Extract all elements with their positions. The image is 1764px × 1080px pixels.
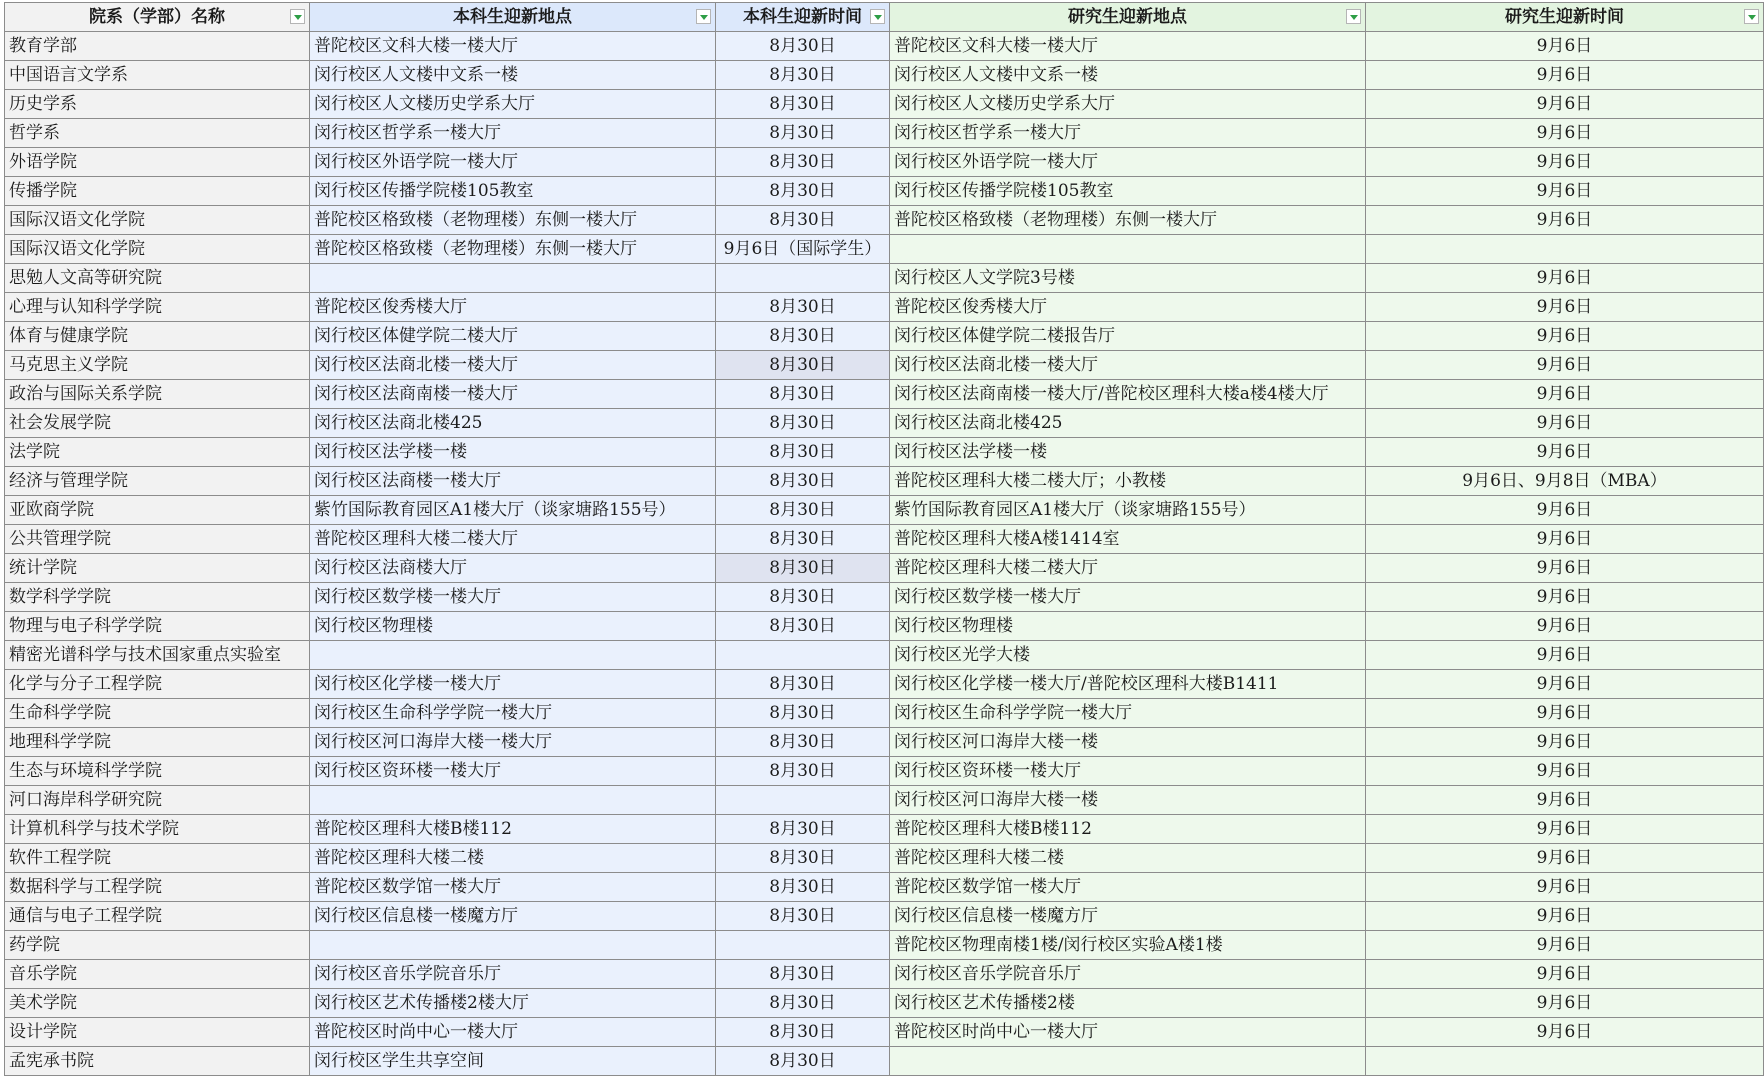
cell-gr-location[interactable]: 闵行校区人文楼历史学系大厅 — [890, 90, 1366, 119]
cell-ug-time[interactable]: 8月30日 — [716, 844, 890, 873]
header-gr-location-label: 研究生迎新地点 — [1068, 7, 1187, 27]
cell-ug-location[interactable]: 闵行校区法商楼大厅 — [310, 554, 716, 583]
cell-ug-location[interactable]: 闵行校区数学楼一楼大厅 — [310, 583, 716, 612]
cell-ug-time[interactable]: 8月30日 — [716, 119, 890, 148]
cell-dept[interactable]: 化学与分子工程学院 — [5, 670, 310, 699]
table-row — [5, 177, 1764, 206]
table-row — [5, 119, 1764, 148]
cell-gr-time[interactable]: 9月6日 — [1366, 815, 1764, 844]
cell-ug-time[interactable] — [716, 641, 890, 670]
cell-gr-location[interactable]: 闵行校区音乐学院音乐厅 — [890, 960, 1366, 989]
cell-dept[interactable]: 统计学院 — [5, 554, 310, 583]
cell-dept[interactable]: 公共管理学院 — [5, 525, 310, 554]
cell-gr-time[interactable]: 9月6日 — [1366, 264, 1764, 293]
cell-ug-location[interactable]: 普陀校区格致楼（老物理楼）东侧一楼大厅 — [310, 235, 716, 264]
cell-gr-location[interactable]: 闵行校区人文学院3号楼 — [890, 264, 1366, 293]
table-row — [5, 90, 1764, 119]
cell-gr-location[interactable]: 闵行校区法商北楼一楼大厅 — [890, 351, 1366, 380]
table-row — [5, 235, 1764, 264]
cell-gr-time[interactable]: 9月6日 — [1366, 583, 1764, 612]
cell-dept[interactable]: 通信与电子工程学院 — [5, 902, 310, 931]
table-row — [5, 873, 1764, 902]
cell-gr-location[interactable]: 普陀校区时尚中心一楼大厅 — [890, 1018, 1366, 1047]
cell-gr-time[interactable]: 9月6日 — [1366, 670, 1764, 699]
cell-ug-location[interactable]: 闵行校区河口海岸大楼一楼大厅 — [310, 728, 716, 757]
cell-gr-location[interactable]: 闵行校区化学楼一楼大厅/普陀校区理科大楼B1411 — [890, 670, 1366, 699]
cell-gr-location[interactable]: 闵行校区信息楼一楼魔方厅 — [890, 902, 1366, 931]
header-ug-time-label: 本科生迎新时间 — [743, 7, 862, 27]
cell-dept[interactable]: 外语学院 — [5, 148, 310, 177]
cell-ug-location[interactable]: 闵行校区法学楼一楼 — [310, 438, 716, 467]
cell-dept[interactable]: 传播学院 — [5, 177, 310, 206]
cell-dept[interactable]: 孟宪承书院 — [5, 1047, 310, 1076]
cell-ug-location[interactable]: 闵行校区生命科学学院一楼大厅 — [310, 699, 716, 728]
cell-gr-location[interactable]: 闵行校区法学楼一楼 — [890, 438, 1366, 467]
table-row — [5, 786, 1764, 815]
cell-gr-location[interactable]: 普陀校区理科大楼A楼1414室 — [890, 525, 1366, 554]
cell-gr-time[interactable]: 9月6日 — [1366, 148, 1764, 177]
cell-dept[interactable]: 软件工程学院 — [5, 844, 310, 873]
cell-dept[interactable]: 亚欧商学院 — [5, 496, 310, 525]
cell-ug-location[interactable]: 闵行校区资环楼一楼大厅 — [310, 757, 716, 786]
cell-ug-location[interactable]: 普陀校区时尚中心一楼大厅 — [310, 1018, 716, 1047]
cell-gr-time[interactable]: 9月6日 — [1366, 177, 1764, 206]
cell-dept[interactable]: 政治与国际关系学院 — [5, 380, 310, 409]
table-row — [5, 525, 1764, 554]
cell-gr-location[interactable]: 闵行校区光学大楼 — [890, 641, 1366, 670]
cell-gr-time[interactable]: 9月6日 — [1366, 409, 1764, 438]
cell-dept[interactable]: 美术学院 — [5, 989, 310, 1018]
table-row — [5, 989, 1764, 1018]
cell-gr-time[interactable]: 9月6日 — [1366, 612, 1764, 641]
cell-ug-time[interactable]: 8月30日 — [716, 989, 890, 1018]
cell-gr-location[interactable]: 紫竹国际教育园区A1楼大厅（谈家塘路155号） — [890, 496, 1366, 525]
cell-dept[interactable]: 药学院 — [5, 931, 310, 960]
cell-gr-time[interactable]: 9月6日 — [1366, 119, 1764, 148]
cell-gr-location[interactable]: 闵行校区人文楼中文系一楼 — [890, 61, 1366, 90]
table-row — [5, 264, 1764, 293]
filter-dropdown-icon[interactable] — [870, 9, 885, 24]
header-dept-label: 院系（学部）名称 — [89, 7, 225, 27]
cell-gr-location[interactable]: 闵行校区物理楼 — [890, 612, 1366, 641]
cell-ug-time[interactable]: 8月30日 — [716, 177, 890, 206]
cell-ug-location[interactable]: 普陀校区俊秀楼大厅 — [310, 293, 716, 322]
cell-gr-time[interactable]: 9月6日 — [1366, 1018, 1764, 1047]
cell-ug-location[interactable]: 普陀校区理科大楼B楼112 — [310, 815, 716, 844]
cell-dept[interactable]: 数据科学与工程学院 — [5, 873, 310, 902]
cell-ug-time[interactable]: 8月30日 — [716, 351, 890, 380]
cell-ug-location[interactable]: 闵行校区学生共享空间 — [310, 1047, 716, 1076]
cell-ug-location[interactable]: 闵行校区艺术传播楼2楼大厅 — [310, 989, 716, 1018]
table-row — [5, 757, 1764, 786]
cell-dept[interactable]: 哲学系 — [5, 119, 310, 148]
cell-gr-time[interactable]: 9月6日 — [1366, 873, 1764, 902]
filter-dropdown-icon[interactable] — [1346, 9, 1361, 24]
cell-ug-location[interactable]: 普陀校区理科大楼二楼大厅 — [310, 525, 716, 554]
table-row — [5, 931, 1764, 960]
cell-dept[interactable]: 体育与健康学院 — [5, 322, 310, 351]
table-row — [5, 1047, 1764, 1076]
cell-ug-location[interactable]: 闵行校区人文楼中文系一楼 — [310, 61, 716, 90]
table-row — [5, 380, 1764, 409]
cell-ug-time[interactable]: 8月30日 — [716, 554, 890, 583]
cell-dept[interactable]: 马克思主义学院 — [5, 351, 310, 380]
header-ug-location[interactable] — [310, 3, 716, 32]
cell-ug-time[interactable]: 8月30日 — [716, 960, 890, 989]
cell-gr-location[interactable] — [890, 1047, 1366, 1076]
cell-ug-location[interactable] — [310, 931, 716, 960]
cell-dept[interactable]: 音乐学院 — [5, 960, 310, 989]
cell-gr-location[interactable]: 普陀校区理科大楼B楼112 — [890, 815, 1366, 844]
cell-gr-location[interactable]: 闵行校区传播学院楼105教室 — [890, 177, 1366, 206]
orientation-table — [4, 2, 1764, 1076]
table-row — [5, 583, 1764, 612]
cell-gr-location[interactable]: 闵行校区法商南楼一楼大厅/普陀校区理科大楼a楼4楼大厅 — [890, 380, 1366, 409]
cell-ug-time[interactable]: 8月30日 — [716, 467, 890, 496]
cell-ug-location[interactable]: 普陀校区文科大楼一楼大厅 — [310, 32, 716, 61]
cell-gr-location[interactable]: 普陀校区理科大楼二楼大厅 — [890, 554, 1366, 583]
table-row — [5, 351, 1764, 380]
header-gr-time-label: 研究生迎新时间 — [1505, 7, 1624, 27]
table-row — [5, 438, 1764, 467]
cell-dept[interactable]: 思勉人文高等研究院 — [5, 264, 310, 293]
cell-gr-time[interactable]: 9月6日 — [1366, 496, 1764, 525]
table-row — [5, 844, 1764, 873]
table-row — [5, 612, 1764, 641]
cell-gr-time[interactable]: 9月6日 — [1366, 61, 1764, 90]
cell-ug-time[interactable]: 8月30日 — [716, 409, 890, 438]
cell-ug-time[interactable]: 8月30日 — [716, 757, 890, 786]
table-row — [5, 641, 1764, 670]
cell-gr-time[interactable]: 9月6日 — [1366, 960, 1764, 989]
cell-ug-location[interactable]: 闵行校区音乐学院音乐厅 — [310, 960, 716, 989]
cell-ug-time[interactable] — [716, 931, 890, 960]
table-body — [5, 32, 1764, 1076]
cell-ug-time[interactable]: 8月30日 — [716, 815, 890, 844]
cell-gr-time[interactable]: 9月6日 — [1366, 206, 1764, 235]
cell-gr-time[interactable]: 9月6日 — [1366, 989, 1764, 1018]
cell-ug-time[interactable]: 8月30日 — [716, 902, 890, 931]
table-row — [5, 206, 1764, 235]
cell-ug-location[interactable]: 闵行校区人文楼历史学系大厅 — [310, 90, 716, 119]
cell-dept[interactable]: 国际汉语文化学院 — [5, 235, 310, 264]
cell-gr-location[interactable]: 闵行校区法商北楼425 — [890, 409, 1366, 438]
table-row — [5, 554, 1764, 583]
cell-ug-location[interactable]: 闵行校区体健学院二楼大厅 — [310, 322, 716, 351]
header-gr-location[interactable] — [890, 3, 1366, 32]
table-row — [5, 148, 1764, 177]
cell-dept[interactable]: 历史学系 — [5, 90, 310, 119]
cell-dept[interactable]: 教育学部 — [5, 32, 310, 61]
cell-ug-location[interactable]: 闵行校区法商北楼一楼大厅 — [310, 351, 716, 380]
filter-dropdown-icon[interactable] — [1744, 9, 1759, 24]
cell-dept[interactable]: 地理科学学院 — [5, 728, 310, 757]
cell-dept[interactable]: 心理与认知科学学院 — [5, 293, 310, 322]
cell-gr-time[interactable]: 9月6日 — [1366, 902, 1764, 931]
cell-dept[interactable]: 生态与环境科学学院 — [5, 757, 310, 786]
table-row — [5, 467, 1764, 496]
cell-gr-time[interactable]: 9月6日 — [1366, 931, 1764, 960]
table-row — [5, 699, 1764, 728]
cell-gr-location[interactable]: 普陀校区理科大楼二楼 — [890, 844, 1366, 873]
header-row — [5, 3, 1764, 32]
table-row — [5, 409, 1764, 438]
cell-dept[interactable]: 设计学院 — [5, 1018, 310, 1047]
cell-ug-time[interactable]: 8月30日 — [716, 32, 890, 61]
table-row — [5, 1018, 1764, 1047]
cell-gr-time[interactable]: 9月6日、9月8日（MBA） — [1366, 467, 1764, 496]
cell-ug-location[interactable]: 闵行校区法商楼一楼大厅 — [310, 467, 716, 496]
cell-ug-time[interactable]: 8月30日 — [716, 1018, 890, 1047]
cell-ug-time[interactable]: 8月30日 — [716, 90, 890, 119]
cell-ug-location[interactable]: 紫竹国际教育园区A1楼大厅（谈家塘路155号） — [310, 496, 716, 525]
table-row — [5, 902, 1764, 931]
cell-ug-location[interactable]: 闵行校区哲学系一楼大厅 — [310, 119, 716, 148]
filter-dropdown-icon[interactable] — [290, 9, 305, 24]
cell-ug-location[interactable]: 普陀校区格致楼（老物理楼）东侧一楼大厅 — [310, 206, 716, 235]
cell-ug-location[interactable]: 闵行校区化学楼一楼大厅 — [310, 670, 716, 699]
cell-ug-time[interactable]: 8月30日 — [716, 699, 890, 728]
cell-gr-time[interactable]: 9月6日 — [1366, 293, 1764, 322]
cell-dept[interactable]: 生命科学学院 — [5, 699, 310, 728]
cell-gr-location[interactable]: 普陀校区文科大楼一楼大厅 — [890, 32, 1366, 61]
cell-ug-time[interactable]: 8月30日 — [716, 728, 890, 757]
cell-gr-time[interactable]: 9月6日 — [1366, 525, 1764, 554]
cell-ug-time[interactable]: 8月30日 — [716, 61, 890, 90]
cell-gr-location[interactable]: 闵行校区河口海岸大楼一楼 — [890, 728, 1366, 757]
table-row — [5, 322, 1764, 351]
cell-dept[interactable]: 法学院 — [5, 438, 310, 467]
header-dept[interactable] — [5, 3, 310, 32]
cell-dept[interactable]: 数学科学学院 — [5, 583, 310, 612]
cell-ug-time[interactable]: 8月30日 — [716, 496, 890, 525]
cell-ug-time[interactable]: 8月30日 — [716, 583, 890, 612]
cell-dept[interactable]: 精密光谱科学与技术国家重点实验室 — [5, 641, 310, 670]
cell-ug-location[interactable]: 闵行校区法商北楼425 — [310, 409, 716, 438]
header-ug-time[interactable] — [716, 3, 890, 32]
cell-ug-location[interactable]: 闵行校区传播学院楼105教室 — [310, 177, 716, 206]
cell-ug-time[interactable]: 8月30日 — [716, 293, 890, 322]
cell-gr-time[interactable]: 9月6日 — [1366, 786, 1764, 815]
cell-dept[interactable]: 经济与管理学院 — [5, 467, 310, 496]
cell-gr-location[interactable]: 闵行校区艺术传播楼2楼 — [890, 989, 1366, 1018]
cell-ug-time[interactable]: 8月30日 — [716, 1047, 890, 1076]
table-row — [5, 61, 1764, 90]
cell-gr-location[interactable]: 普陀校区格致楼（老物理楼）东侧一楼大厅 — [890, 206, 1366, 235]
cell-gr-location[interactable]: 闵行校区生命科学学院一楼大厅 — [890, 699, 1366, 728]
cell-ug-time[interactable]: 8月30日 — [716, 873, 890, 902]
cell-dept[interactable]: 国际汉语文化学院 — [5, 206, 310, 235]
cell-ug-time[interactable]: 8月30日 — [716, 525, 890, 554]
cell-ug-time[interactable]: 8月30日 — [716, 206, 890, 235]
cell-ug-time[interactable]: 8月30日 — [716, 612, 890, 641]
cell-gr-time[interactable]: 9月6日 — [1366, 844, 1764, 873]
cell-gr-location[interactable]: 闵行校区资环楼一楼大厅 — [890, 757, 1366, 786]
cell-ug-time[interactable]: 8月30日 — [716, 438, 890, 467]
header-gr-time[interactable] — [1366, 3, 1764, 32]
cell-gr-location[interactable]: 普陀校区数学馆一楼大厅 — [890, 873, 1366, 902]
cell-gr-time[interactable]: 9月6日 — [1366, 641, 1764, 670]
cell-gr-location[interactable]: 闵行校区外语学院一楼大厅 — [890, 148, 1366, 177]
cell-ug-time[interactable]: 9月6日（国际学生） — [716, 235, 890, 264]
cell-gr-time[interactable]: 9月6日 — [1366, 699, 1764, 728]
cell-ug-location[interactable]: 闵行校区信息楼一楼魔方厅 — [310, 902, 716, 931]
cell-ug-location[interactable]: 普陀校区理科大楼二楼 — [310, 844, 716, 873]
table-row — [5, 496, 1764, 525]
cell-gr-time[interactable]: 9月6日 — [1366, 351, 1764, 380]
cell-dept[interactable]: 社会发展学院 — [5, 409, 310, 438]
header-ug-location-label: 本科生迎新地点 — [453, 7, 572, 27]
cell-gr-time[interactable] — [1366, 1047, 1764, 1076]
table-row — [5, 293, 1764, 322]
cell-gr-location[interactable]: 普陀校区理科大楼二楼大厅；小教楼 — [890, 467, 1366, 496]
table-row — [5, 728, 1764, 757]
cell-gr-time[interactable]: 9月6日 — [1366, 90, 1764, 119]
cell-ug-location[interactable] — [310, 641, 716, 670]
cell-gr-time[interactable]: 9月6日 — [1366, 757, 1764, 786]
cell-ug-time[interactable]: 8月30日 — [716, 380, 890, 409]
cell-gr-location[interactable]: 普陀校区物理南楼1楼/闵行校区实验A楼1楼 — [890, 931, 1366, 960]
filter-dropdown-icon[interactable] — [696, 9, 711, 24]
cell-ug-location[interactable] — [310, 786, 716, 815]
cell-ug-time[interactable]: 8月30日 — [716, 148, 890, 177]
table-row — [5, 960, 1764, 989]
cell-ug-location[interactable]: 普陀校区数学馆一楼大厅 — [310, 873, 716, 902]
cell-ug-time[interactable] — [716, 264, 890, 293]
cell-gr-time[interactable]: 9月6日 — [1366, 554, 1764, 583]
cell-ug-location[interactable]: 闵行校区物理楼 — [310, 612, 716, 641]
cell-gr-location[interactable]: 闵行校区哲学系一楼大厅 — [890, 119, 1366, 148]
cell-dept[interactable]: 河口海岸科学研究院 — [5, 786, 310, 815]
table-row — [5, 815, 1764, 844]
cell-gr-time[interactable]: 9月6日 — [1366, 322, 1764, 351]
table-row — [5, 32, 1764, 61]
cell-ug-location[interactable]: 闵行校区外语学院一楼大厅 — [310, 148, 716, 177]
cell-gr-time[interactable]: 9月6日 — [1366, 728, 1764, 757]
table-row — [5, 670, 1764, 699]
cell-gr-location[interactable]: 普陀校区俊秀楼大厅 — [890, 293, 1366, 322]
cell-gr-location[interactable]: 闵行校区数学楼一楼大厅 — [890, 583, 1366, 612]
cell-ug-time[interactable] — [716, 786, 890, 815]
cell-dept[interactable]: 物理与电子科学学院 — [5, 612, 310, 641]
cell-gr-time[interactable]: 9月6日 — [1366, 380, 1764, 409]
cell-gr-time[interactable]: 9月6日 — [1366, 438, 1764, 467]
cell-gr-location[interactable] — [890, 235, 1366, 264]
cell-dept[interactable]: 中国语言文学系 — [5, 61, 310, 90]
cell-ug-time[interactable]: 8月30日 — [716, 322, 890, 351]
cell-gr-time[interactable] — [1366, 235, 1764, 264]
cell-ug-time[interactable]: 8月30日 — [716, 670, 890, 699]
cell-gr-location[interactable]: 闵行校区河口海岸大楼一楼 — [890, 786, 1366, 815]
cell-gr-time[interactable]: 9月6日 — [1366, 32, 1764, 61]
cell-ug-location[interactable]: 闵行校区法商南楼一楼大厅 — [310, 380, 716, 409]
cell-gr-location[interactable]: 闵行校区体健学院二楼报告厅 — [890, 322, 1366, 351]
cell-ug-location[interactable] — [310, 264, 716, 293]
cell-dept[interactable]: 计算机科学与技术学院 — [5, 815, 310, 844]
